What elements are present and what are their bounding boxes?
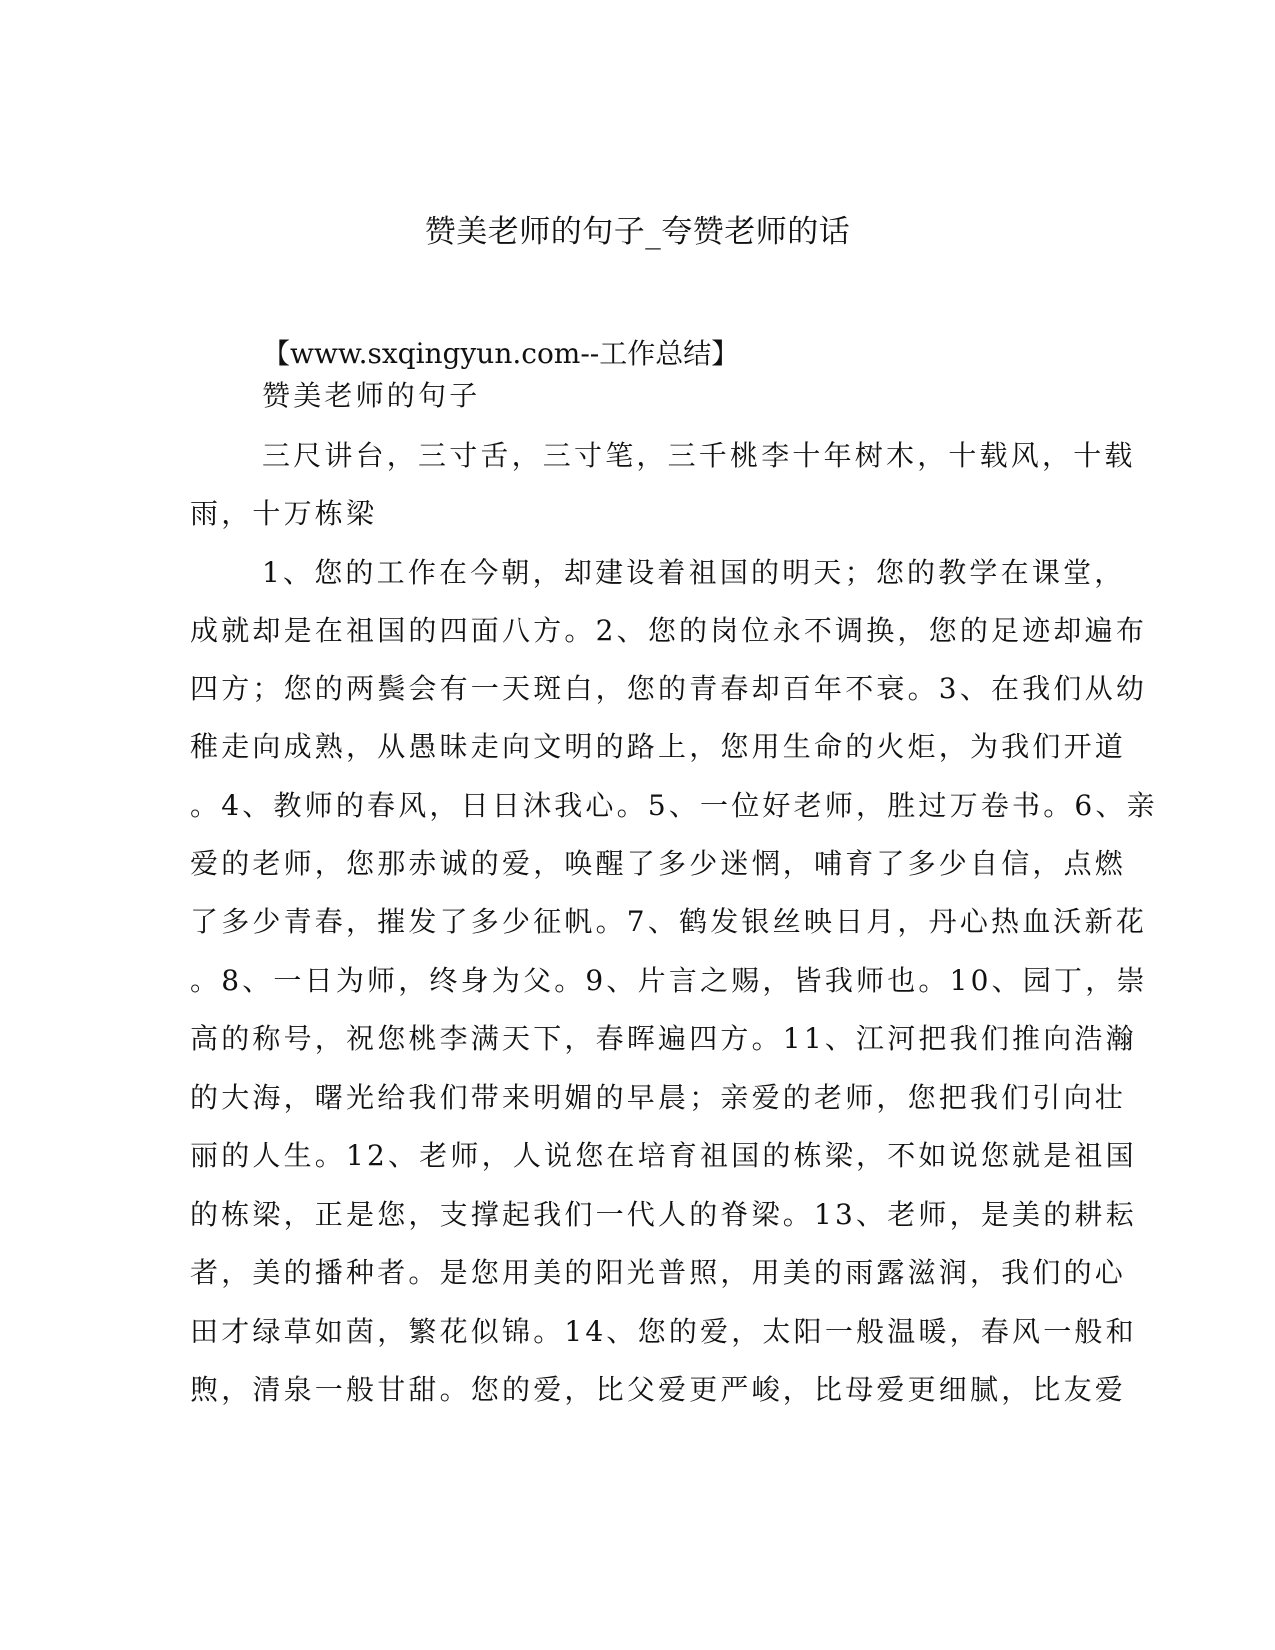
section-heading: 赞美老师的句子: [262, 379, 481, 412]
paragraph-line: 。8、一日为师，终身为父。9、片言之赐，皆我师也。10、园丁，崇: [190, 964, 1148, 997]
paragraph-line: 四方；您的两鬓会有一天斑白，您的青春却百年不衰。3、在我们从幼: [190, 672, 1148, 705]
paragraph-line: 了多少青春，摧发了多少征帆。7、鹤发银丝映日月，丹心热血沃新花: [190, 905, 1148, 938]
paragraph-line: 的大海，曙光给我们带来明媚的早晨；亲爱的老师，您把我们引向壮: [190, 1081, 1127, 1114]
paragraph-line: 丽的人生。12、老师，人说您在培育祖国的栋梁，不如说您就是祖国: [190, 1139, 1137, 1172]
paragraph-line: 成就却是在祖国的四面八方。2、您的岗位永不调换，您的足迹却遍布: [190, 614, 1148, 647]
paragraph-line: 的栋梁，正是您，支撑起我们一代人的脊梁。13、老师，是美的耕耘: [190, 1198, 1137, 1231]
paragraph-line: 稚走向成熟，从愚昧走向文明的路上，您用生命的火炬，为我们开道: [190, 730, 1127, 763]
source-tag: 【www.sxqingyun.com--工作总结】: [262, 337, 740, 370]
paragraph-line: 三尺讲台，三寸舌，三寸笔，三千桃李十年树木，十载风，十载: [262, 439, 1136, 472]
document-title: 赞美老师的句子_夸赞老师的话: [424, 214, 851, 250]
paragraph-line: 雨，十万栋梁: [190, 497, 378, 530]
paragraph-line: 1、您的工作在今朝，却建设着祖国的明天；您的教学在课堂，: [262, 556, 1126, 589]
paragraph-line: 煦，清泉一般甘甜。您的爱，比父爱更严峻，比母爱更细腻，比友爱: [190, 1373, 1127, 1406]
paragraph-line: 爱的老师，您那赤诚的爱，唤醒了多少迷惘，哺育了多少自信，点燃: [190, 847, 1127, 880]
paragraph-line: 高的称号，祝您桃李满天下，春晖遍四方。11、江河把我们推向浩瀚: [190, 1022, 1137, 1055]
paragraph-line: 田才绿草如茵，繁花似锦。14、您的爱，太阳一般温暖，春风一般和: [190, 1315, 1137, 1348]
paragraph-line: 。4、教师的春风，日日沐我心。5、一位好老师，胜过万卷书。6、亲: [190, 789, 1158, 822]
paragraph-line: 者，美的播种者。是您用美的阳光普照，用美的雨露滋润，我们的心: [190, 1256, 1127, 1289]
